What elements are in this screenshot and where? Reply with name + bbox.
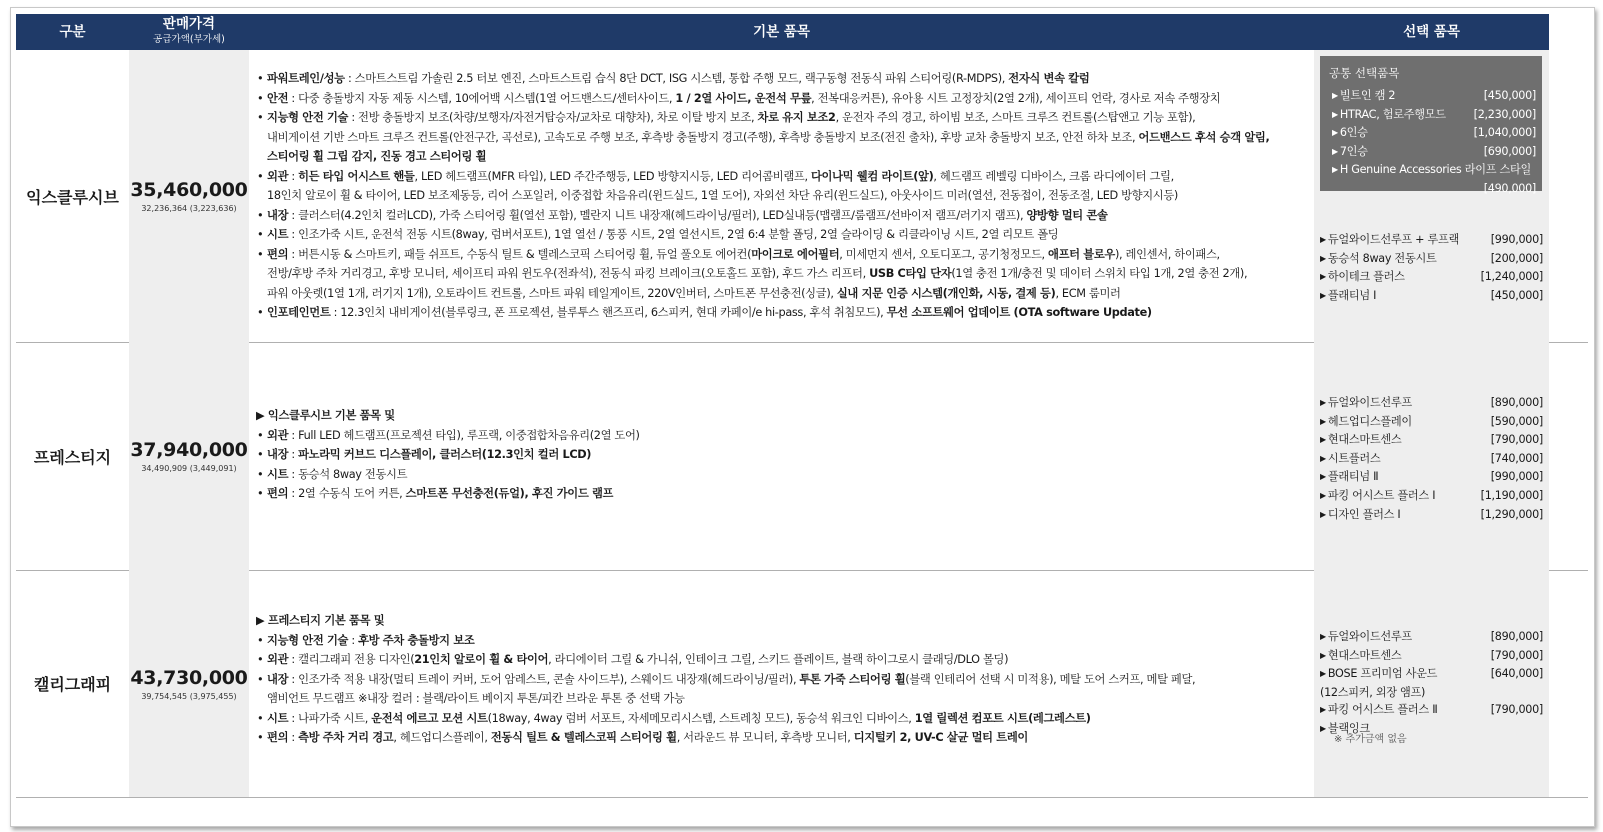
basic-item-text: 다이나믹 웰컴 라이트(앞) [810,169,934,183]
option-item [1320,665,1543,701]
option-name: ▶ 디자인 플러스 Ⅰ [1320,506,1400,525]
option-item [1320,647,1543,666]
basic-item [256,186,1311,206]
basic-item-text: 측방 주차 거리 경고 [298,731,394,744]
basic-item-text: : [288,169,299,183]
trim-name: 프레스티지 [33,447,112,467]
basic-item-text: 히든 타입 어시스트 핸들 [298,169,415,183]
option-item [1320,487,1543,506]
basic-item-text: (18way, 4way 럼버 서포트, 자세메모리시스템, 스트레칭 모드), 동승석 워크인 디바이스, [487,711,915,725]
option-price: [890,000] [1490,630,1543,643]
supply-price: 32,236,364 (3,223,636) [141,204,237,213]
option-price: [1,190,000] [1480,488,1543,502]
basic-item-text: USB C타입 단자 [869,267,952,280]
option-name: ▶ 파킹 어시스트 플러스 Ⅱ [1320,701,1437,720]
basic-item-text: 내장 [267,448,289,461]
basic-item-text: : Full LED 헤드램프(프로젝션 타입), 루프랙, 이중접합차음유리(2열 도어) [288,428,640,442]
basic-item [256,245,1311,265]
option-name: ▶ 듀얼와이드선루프 [1320,628,1412,647]
trim-row-calligraphy [16,570,1588,798]
price-cell [129,342,249,570]
common-options-list [1320,87,1542,198]
option-item [1332,124,1536,143]
price-cell [129,570,249,797]
option-item [1320,413,1543,432]
option-name: ▶ 7인승 [1332,143,1368,162]
option-name: ▶ 플래티넘 Ⅰ [1320,287,1376,306]
basic-item-text: : 12.3인치 내비게이션(블루링크, 폰 프로젝션, 블루투스 핸즈프리, 6스피커, 현대 카페이/e hi-pass, 후석 취침모드), [330,306,887,319]
basic-item-text: , 라디에이터 그릴 & 가니쉬, 인테이크 그릴, 스키드 플레이트, 블랙 하이그로시 클래딩/DLO 몰딩) [548,653,1009,666]
basic-item-text: 시트 [267,467,289,481]
option-price: [450,000] [1483,89,1536,102]
basic-item-text: 후방 주차 충돌방지 보조 [358,633,475,647]
basic-item-text: (1열 충전 1개/충전 및 데이터 스위치 타입 1개, 2열 충전 2개), [951,267,1248,280]
option-name: ▶ 동승석 8way 전동시트 [1320,250,1436,269]
basic-item-text: , 미세먼지 센서, 오토디포그, 공기청정모드, [839,247,1049,261]
basic-item-text: 인포테인먼트 [267,306,331,319]
option-price: [450,000] [1490,288,1543,302]
header-basic-label: 기본 품목 [753,24,810,40]
basic-item-text: 파워 아웃렛(1열 1개, 러기지 1개), 오토라이트 컨트롤, 스마트 파워 테일게이트, 220V인버터, 스마트폰 무선충전(싱글), [267,286,837,300]
basic-item-text: : 클러스터(4.2인치 컬러LCD), 가죽 스티어링 휠(열선 포함), 멜란지 니트 내장재(헤드라이닝/필러), LED실내등(맵램프/룸램프/선바이저 램프/러기지 램프), [288,208,1027,222]
basic-item-text: 외관 [267,169,289,183]
basic-item-text: 외관 [267,653,289,666]
basic-item-text: 차로 유지 보조2 [757,111,836,124]
option-price: [1,240,000] [1480,270,1543,284]
trim-name: 익스클루시브 [26,187,119,207]
options-list [1320,394,1543,524]
basic-item-text: 편의 [267,487,289,500]
basic-item-text: 실내 지문 인증 시스템(개인화, 시동, 결제 등) [836,286,1056,300]
basic-item-text: : 다중 충돌방지 자동 제동 시스템, 10에어백 시스템(1열 어드밴스드/센터사이드, [288,91,676,105]
option-item [1332,161,1536,197]
option-item [1332,87,1536,106]
option-item [1320,231,1543,250]
basic-item-text: 안전 [267,91,289,105]
basic-item [256,147,1311,167]
basic-item-text: 시트 [267,711,289,725]
basic-item-text: 어드밴스드 후석 승객 알림, [1138,130,1270,144]
option-item [1320,268,1543,287]
option-price: [590,000] [1490,414,1543,428]
basic-item-text: 무선 소프트웨어 업데이트 (OTA software Update) [886,306,1152,319]
basic-item-text: 외관 [267,428,289,442]
option-price: [200,000] [1490,251,1543,265]
option-price: [790,000] [1490,648,1543,662]
options-list [1320,628,1543,739]
option-name: ▶ 듀얼와이드선루프 [1320,394,1412,413]
option-price: [640,000] [1490,667,1543,681]
option-price: [990,000] [1490,470,1543,484]
option-name: ▶ 듀얼와이드선루프 + 루프랙 [1320,231,1459,250]
basic-item-text: 편의 [267,731,289,744]
option-price: [790,000] [1490,703,1543,717]
basic-items-list [256,69,1311,323]
basic-item-text: ), 레인센서, 하이패스, [1115,247,1220,261]
basic-item-text: : [348,633,359,647]
header-category [16,14,129,50]
option-item [1320,628,1543,647]
option-name: ▶ 6인승 [1332,124,1368,143]
basic-item-text: , 서라운드 뷰 모니터, 후측방 모니터, [676,731,854,744]
basic-item-text: 1 / 2열 사이드, 운전석 무릎 [675,91,812,105]
basic-item [256,445,1311,465]
basic-item-text: : 캘리그래피 전용 디자인( [288,653,415,666]
basic-item-text: 스마트폰 무선충전(듀얼), 후진 가이드 램프 [405,487,614,500]
basic-items-cell [256,342,1311,570]
basic-item [256,728,1311,748]
options-cell [1314,342,1549,570]
header-category-label: 구분 [59,24,86,40]
basic-item-text: : 나파가죽 시트, [288,711,372,725]
option-name: ▶ BOSE 프리미엄 사운드 (12스피커, 외장 앰프) [1320,665,1450,701]
basic-item [256,709,1311,729]
basic-item-text: 마이크로 에어필터 [751,247,840,261]
option-item [1332,106,1536,125]
trim-name: 캘리그래피 [33,675,112,694]
basic-items-cell [256,570,1311,797]
basic-item-text: : 스마트스트림 가솔린 2.5 터보 엔진, 스마트스트림 습식 8단 DCT, ISG 시스템, 통합 주행 모드, 랙구동형 전동식 파워 스티어링(R-MDPS), [344,72,1009,85]
basic-items-list [256,611,1311,748]
options-list [1320,231,1543,305]
trim-row-prestige [16,342,1588,571]
basic-item-text: : 인조가죽 시트, 운전석 전동 시트(8way, 럼버서포트), 1열 열선 / 통풍 시트, 2열 열선시트, 2열 6:4 분할 폴딩, 2열 슬라이딩 & 리클라이닝 시트, 2열 리모트 폴딩 [288,228,1059,241]
basic-item [256,406,1311,426]
basic-item-text: 지능형 안전 기술 [267,111,349,124]
basic-item-text: : [288,731,299,744]
basic-item [256,689,1311,709]
price-cell [129,50,249,342]
basic-item [256,650,1311,670]
header-price [129,14,249,50]
sale-price: 43,730,000 [130,666,248,689]
option-name: ▶ 플래티넘 Ⅱ [1320,468,1378,487]
basic-item-text: (블랙 인테리어 선택 시 미적용), 메탈 도어 스커프, 메탈 페달, [905,672,1196,686]
option-name: ▶ 현대스마트센스 [1320,647,1401,666]
basic-item [256,69,1311,89]
option-name: ▶ 시트플러스 [1320,450,1380,469]
basic-item-text: 스티어링 휠 그립 감지, 진동 경고 스티어링 휠 [267,150,487,163]
header-options [1314,14,1549,50]
basic-item-text: ▶ 익스클루시브 기본 품목 및 [256,409,395,422]
option-item [1320,450,1543,469]
option-item [1320,468,1543,487]
header-options-label: 선택 품목 [1403,24,1460,40]
option-price: [740,000] [1490,451,1543,465]
option-item [1320,701,1543,720]
option-price: [2,230,000] [1473,107,1536,121]
option-name: ▶ 파킹 어시스트 플러스 Ⅰ [1320,487,1435,506]
option-name: ▶ HTRAC, 험로주행모드 [1332,106,1446,125]
basic-item-text: : 2열 수동식 도어 커튼, [288,487,406,500]
supply-price: 34,490,909 (3,449,091) [141,464,237,473]
basic-item-text: 파노라믹 커브드 디스플레이, 클러스터(12.3인치 컬러 LCD) [298,448,592,461]
option-name: ▶ 현대스마트센스 [1320,431,1401,450]
option-item [1320,250,1543,269]
sale-price: 37,940,000 [130,439,248,461]
basic-item-text: , 전복대응커튼), 유아용 시트 고정장치(2열 2개), 세이프티 언락, 경사로 저속 주행장치 [811,91,1221,105]
option-price: [490,000] [1483,181,1536,195]
option-item [1320,506,1543,525]
basic-item [256,426,1311,446]
basic-item-text: 전동식 틸트 & 텔레스코픽 스티어링 휠 [490,731,677,744]
basic-item-text: 21인치 알로이 휠 & 타이어 [414,653,549,666]
basic-item-text: 투톤 가죽 스티어링 휠 [799,672,906,686]
basic-item-text: 전자식 변속 칼럼 [1008,72,1090,85]
basic-item [256,670,1311,690]
option-item [1320,287,1543,306]
sale-price: 35,460,000 [130,179,248,201]
basic-item [256,264,1311,284]
header-price-sub: 공급가액(부가세) [153,34,225,45]
basic-item-text: , 헤드업디스플레이, [393,731,491,744]
basic-item-text: 양방향 멀티 콘솔 [1026,208,1108,222]
basic-item-text: 시트 [267,228,289,241]
basic-item [256,611,1311,631]
basic-item-text: ▶ 프레스티지 기본 품목 및 [256,614,385,627]
options-cell [1314,570,1549,797]
basic-items-cell [256,50,1311,342]
option-price: [790,000] [1490,433,1543,447]
options-cell [1314,50,1549,342]
basic-item-text: 애프터 블로우 [1048,247,1115,261]
header-basic [249,14,1314,50]
basic-item-text: 편의 [267,247,289,261]
option-item [1320,394,1543,413]
basic-item-text: 내장 [267,672,289,686]
basic-item [256,89,1311,109]
basic-item-text: 1열 릴렉션 컴포트 시트(레그레스트) [914,711,1091,725]
option-name: ▶ 빌트인 캠 2 [1332,87,1395,106]
option-item [1320,431,1543,450]
basic-item-text: 파워트레인/성능 [267,72,345,85]
basic-item [256,484,1311,504]
basic-item-text: , ECM 룸미러 [1055,286,1121,300]
basic-item-text: 전방/후방 주차 거리경고, 후방 모니터, 세이프티 파워 윈도우(전좌석), 전동식 파킹 브레이크(오토홀드 포함), 후드 가스 리프터, [267,267,870,280]
option-name: ▶ 헤드업디스플레이 [1320,413,1412,432]
basic-item [256,631,1311,651]
option-price: [1,040,000] [1473,126,1536,140]
basic-item-text: , 헤드램프 레벨링 디바이스, 크롬 라디에이터 그릴, [933,169,1174,183]
basic-item-text: 내장 [267,208,289,222]
common-options-box [1320,56,1542,195]
basic-item-text: 디지털키 2, UV-C 살균 멀티 트레이 [853,731,1028,744]
basic-items-list [256,406,1311,504]
basic-item [256,167,1311,187]
basic-item-text: : 인조가죽 적용 내장(멀티 트레이 커버, 도어 암레스트, 콘솔 사이드부), 스웨이드 내장재(헤드라이닝/필러), [288,672,800,686]
basic-item [256,225,1311,245]
basic-item [256,108,1311,128]
basic-item [256,206,1311,226]
basic-item-text: : [288,448,299,461]
option-price: [890,000] [1490,396,1543,409]
basic-item [256,128,1311,148]
option-item [1332,143,1536,162]
header-price-label: 판매가격 [162,16,216,32]
basic-item [256,465,1311,485]
option-price: [690,000] [1483,144,1536,158]
basic-item-text: 지능형 안전 기술 [267,633,349,647]
common-options-title: 공통 선택품목 [1329,66,1400,80]
trim-row-exclusive [16,50,1588,343]
basic-item-text: : 버튼시동 & 스마트키, 패들 쉬프트, 수동식 틸트 & 텔레스코픽 스티어링 휠, 듀얼 풀오토 에어컨( [288,247,752,261]
option-price: [990,000] [1490,233,1543,246]
basic-item-text: : 전방 충돌방지 보조(차량/보행자/자전거탑승자/교차로 대향차), 차로 이탈 방지 보조, [348,111,758,124]
basic-item-text: 18인치 알로이 휠 & 타이어, LED 보조제동등, 리어 스포일러, 이중접합 차음유리(윈드실드, 1열 도어), 자외선 차단 유리(윈드실드), 아웃사이드 미러(열선, 전동접이, 전동조절, LED 방향지시등) [267,189,1178,202]
option-price: [1,290,000] [1480,507,1543,521]
basic-item-text: 운전석 에르고 모션 시트 [371,711,488,725]
basic-item-text: , LED 헤드램프(MFR 타입), LED 주간주행등, LED 방향지시등, LED 리어콤비램프, [414,169,811,183]
option-name: ▶ 하이테크 플러스 [1320,268,1405,287]
option-name: ▶ 블랙잉크 [1320,720,1370,739]
supply-price: 39,754,545 (3,975,455) [141,691,237,701]
basic-item-text: , 운전자 주의 경고, 하이빔 보조, 스마트 크루즈 컨트롤(스탑앤고 기능 포함), [835,111,1196,124]
basic-item [256,284,1311,304]
basic-item-text: 내비게이션 기반 스마트 크루즈 컨트롤(안전구간, 곡선로), 고속도로 주행 보조, 후측방 충돌방지 경고(주행), 후측방 충돌방지 보조(전진 출차), 후방 교차 충돌방지 보조, 안전 하차 보조, [267,130,1139,144]
basic-item [256,303,1311,323]
basic-item-text: : 동승석 8way 전동시트 [288,467,408,481]
option-name: ▶ H Genuine Accessories 라이프 스타일 [1332,161,1536,180]
basic-item-text: 앰비언트 무드램프 ※내장 컬러 : 블랙/라이트 베이지 투톤/피칸 브라운 투톤 중 선택 가능 [267,692,685,705]
options-note: ※ 추가금액 없음 [1334,734,1407,745]
